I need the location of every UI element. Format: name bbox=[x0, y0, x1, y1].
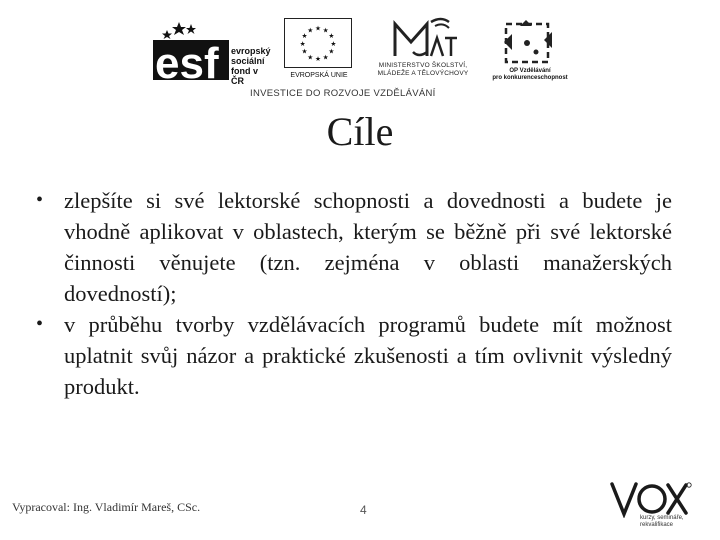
msmt-mark-icon bbox=[361, 16, 485, 62]
eu-logo bbox=[281, 18, 357, 84]
esf-line: fond v ČR bbox=[231, 66, 258, 86]
esf-logo bbox=[153, 18, 273, 84]
esf-text bbox=[231, 46, 273, 86]
eu-flag-icon bbox=[284, 18, 352, 68]
bullet-item bbox=[36, 185, 672, 309]
eu-label: EVROPSKÁ UNIE bbox=[290, 72, 348, 79]
vox-mark-icon bbox=[608, 478, 692, 518]
esf-mark-icon bbox=[153, 18, 231, 84]
msmt-line: MINISTERSTVO ŠKOLSTVÍ, bbox=[378, 62, 468, 69]
svg-text:★: ★ bbox=[314, 55, 322, 64]
slide-title: Cíle bbox=[326, 109, 394, 154]
svg-text:★: ★ bbox=[322, 53, 329, 62]
op-line: OP Vzdělávání bbox=[509, 68, 551, 74]
svg-text:★: ★ bbox=[301, 32, 308, 41]
bullet-text: zlepšíte si své lektorské schopnosti a dovednosti a budete je vhodně aplikovat v oblastech, kterým se běžně při své lektorské činnosti věnujete (tzn. zejména v oblasti manažerských dovedností); bbox=[64, 188, 672, 306]
esf-line: evropský bbox=[231, 46, 271, 56]
op-label bbox=[490, 68, 570, 82]
vox-line: rekvalifikace bbox=[640, 521, 674, 528]
svg-text:★: ★ bbox=[328, 47, 335, 56]
svg-text:★: ★ bbox=[307, 53, 314, 62]
vox-logo bbox=[608, 478, 692, 532]
vox-subtitle bbox=[640, 515, 696, 528]
msmt-logo bbox=[361, 16, 485, 86]
bullet-dot-icon: • bbox=[36, 313, 44, 335]
msmt-label bbox=[361, 62, 485, 78]
svg-text:★: ★ bbox=[301, 47, 308, 56]
esf-line: sociální bbox=[231, 56, 265, 66]
bullet-dot-icon: • bbox=[36, 189, 44, 211]
tagline: INVESTICE DO ROZVOJE VZDĚLÁVÁNÍ bbox=[250, 88, 436, 99]
svg-text:esf: esf bbox=[155, 39, 219, 84]
svg-text:★: ★ bbox=[307, 26, 314, 35]
msmt-line: MLÁDEŽE A TĚLOVÝCHOVY bbox=[377, 70, 469, 77]
op-line: pro konkurenceschopnost bbox=[492, 75, 568, 81]
vox-line: kurzy, semináře, bbox=[640, 515, 684, 521]
bullet-text: v průběhu tvorby vzdělávacích programů budete mít možnost uplatnit svůj názor a praktické zkušenosti a tím ovlivnit výsledný produkt. bbox=[64, 312, 672, 399]
svg-text:★: ★ bbox=[299, 39, 306, 48]
bullet-list bbox=[36, 185, 672, 402]
svg-text:★: ★ bbox=[322, 26, 329, 35]
svg-text:★: ★ bbox=[328, 32, 335, 41]
footer-author: Vypracoval: Ing. Vladimír Mareš, CSc. bbox=[12, 500, 201, 514]
svg-text:★: ★ bbox=[330, 39, 337, 48]
page-number: 4 bbox=[360, 503, 367, 517]
op-mark-icon bbox=[490, 16, 570, 68]
svg-text:★: ★ bbox=[314, 24, 322, 33]
bullet-item bbox=[36, 309, 672, 402]
op-vk-logo bbox=[490, 16, 570, 86]
